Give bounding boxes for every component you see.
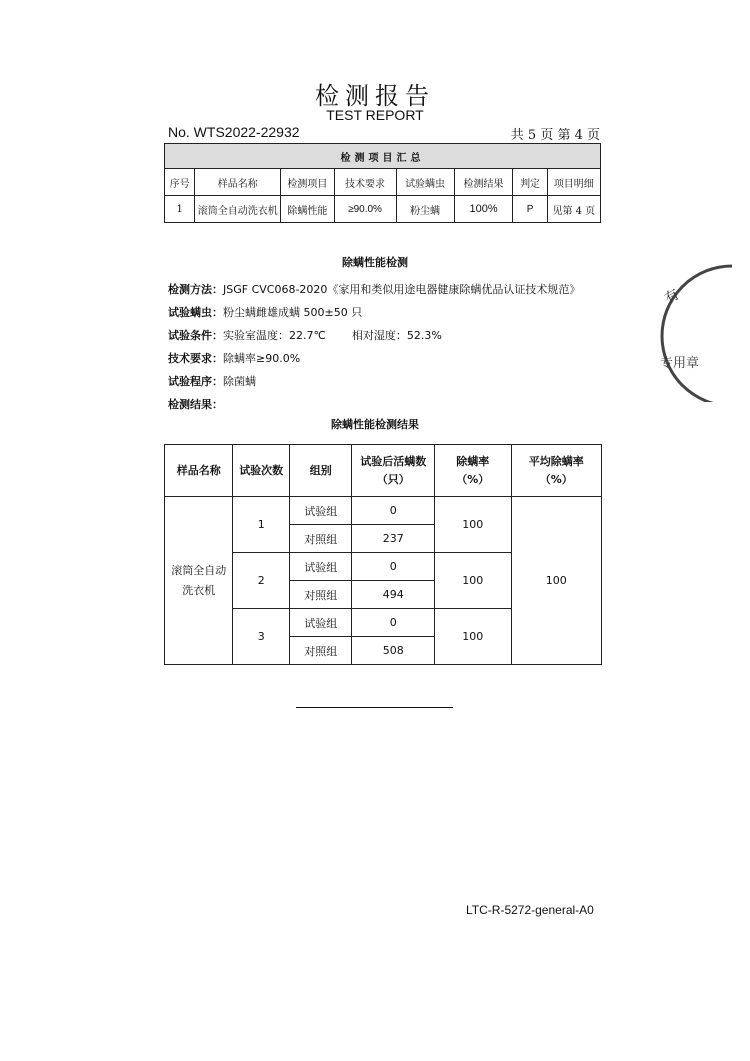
method-line xyxy=(168,281,580,297)
seal-text-bottom: 专用章 xyxy=(660,356,700,371)
table-row xyxy=(165,497,602,525)
header-mites xyxy=(352,445,435,497)
seal-text-top: 有 xyxy=(662,286,683,308)
mite-value: 粉尘螨雌雄成螨 500±50 只 xyxy=(223,306,363,319)
procedure-label: 试验程序： xyxy=(168,375,223,388)
cell-group: 试验组 xyxy=(289,497,351,525)
procedure-value: 除菌螨 xyxy=(223,375,256,388)
col-header: 样品名称 xyxy=(195,169,281,196)
summary-table-title: 检测项目汇总 xyxy=(165,144,601,169)
cell-requirement: ≥90.0% xyxy=(334,196,396,223)
summary-table xyxy=(164,143,601,223)
cell-item: 除螨性能 xyxy=(281,196,334,223)
header-average-line2: （%） xyxy=(539,472,573,486)
cell-mite: 粉尘螨 xyxy=(396,196,454,223)
summary-header-row xyxy=(165,169,601,196)
header-group: 组别 xyxy=(289,445,351,497)
section-title: 除螨性能检测 xyxy=(342,256,408,269)
table-row xyxy=(165,196,601,223)
cell-judgement: P xyxy=(513,196,547,223)
cell-rate: 100 xyxy=(434,609,511,665)
header-rate-line1: 除螨率 xyxy=(456,454,490,468)
sample-name-line1: 滚筒全自动 xyxy=(171,563,227,577)
condition-temp: 实验室温度：22.7℃ xyxy=(223,329,326,342)
results-table xyxy=(164,444,602,665)
col-header: 试验螨虫 xyxy=(396,169,454,196)
report-title-en: TEST REPORT xyxy=(326,107,424,123)
report-title: 检测报告 xyxy=(315,82,435,110)
cell-group: 对照组 xyxy=(289,525,351,553)
cell-average-rate: 100 xyxy=(511,497,601,665)
method-value: JSGF CVC068-2020《家用和类似用途电器健康除螨优品认证技术规范》 xyxy=(223,283,581,296)
col-header: 技术要求 xyxy=(334,169,396,196)
cell-rate: 100 xyxy=(434,553,511,609)
header-average xyxy=(511,445,601,497)
cell-rate: 100 xyxy=(434,497,511,553)
mite-label: 试验螨虫： xyxy=(168,306,223,319)
col-header: 检测结果 xyxy=(454,169,513,196)
cell-mite-count: 508 xyxy=(352,637,435,665)
result-line xyxy=(168,396,223,412)
sample-name-line2: 洗衣机 xyxy=(182,583,216,597)
cell-no: 1 xyxy=(165,196,195,223)
procedure-line xyxy=(168,373,256,389)
cell-mite-count: 0 xyxy=(352,497,435,525)
report-number: No. WTS2022-22932 xyxy=(168,124,300,140)
results-header-row xyxy=(165,445,602,497)
header-rate xyxy=(434,445,511,497)
cell-sample: 滚筒全自动洗衣机 xyxy=(195,196,281,223)
cell-result: 100% xyxy=(454,196,513,223)
cell-mite-count: 0 xyxy=(352,553,435,581)
header-sample: 样品名称 xyxy=(165,445,233,497)
col-header: 判定 xyxy=(513,169,547,196)
footer-code: LTC-R-5272-general-A0 xyxy=(466,903,594,917)
header-mites-line1: 试验后活螨数 xyxy=(360,454,427,468)
page-info: 共 5 页 第 4 页 xyxy=(510,128,600,143)
cell-mite-count: 237 xyxy=(352,525,435,553)
cell-trial-no: 1 xyxy=(233,497,290,553)
cell-detail: 见第 4 页 xyxy=(547,196,600,223)
cell-sample-name xyxy=(165,497,233,665)
requirement-value: 除螨率≥90.0% xyxy=(223,352,301,365)
seal-ring xyxy=(662,266,732,402)
method-label: 检测方法： xyxy=(168,283,223,296)
col-header: 序号 xyxy=(165,169,195,196)
result-label: 检测结果： xyxy=(168,398,223,411)
cell-mite-count: 0 xyxy=(352,609,435,637)
requirement-line xyxy=(168,350,300,366)
cell-trial-no: 3 xyxy=(233,609,290,665)
end-divider xyxy=(296,707,453,708)
cell-mite-count: 494 xyxy=(352,581,435,609)
header-average-line1: 平均除螨率 xyxy=(528,454,584,468)
seal-stamp xyxy=(640,262,750,402)
col-header: 项目明细 xyxy=(547,169,600,196)
requirement-label: 技术要求： xyxy=(168,352,223,365)
results-table-title: 除螨性能检测结果 xyxy=(331,418,419,431)
condition-label: 试验条件： xyxy=(168,329,223,342)
cell-group: 试验组 xyxy=(289,609,351,637)
mite-line xyxy=(168,304,362,320)
header-rate-line2: （%） xyxy=(456,472,490,486)
cell-group: 对照组 xyxy=(289,637,351,665)
cell-trial-no: 2 xyxy=(233,553,290,609)
condition-humidity: 相对湿度：52.3% xyxy=(351,329,442,342)
header-count: 试验次数 xyxy=(233,445,290,497)
cell-group: 对照组 xyxy=(289,581,351,609)
col-header: 检测项目 xyxy=(281,169,334,196)
condition-line xyxy=(168,327,442,343)
header-mites-line2: （只） xyxy=(376,472,410,486)
cell-group: 试验组 xyxy=(289,553,351,581)
